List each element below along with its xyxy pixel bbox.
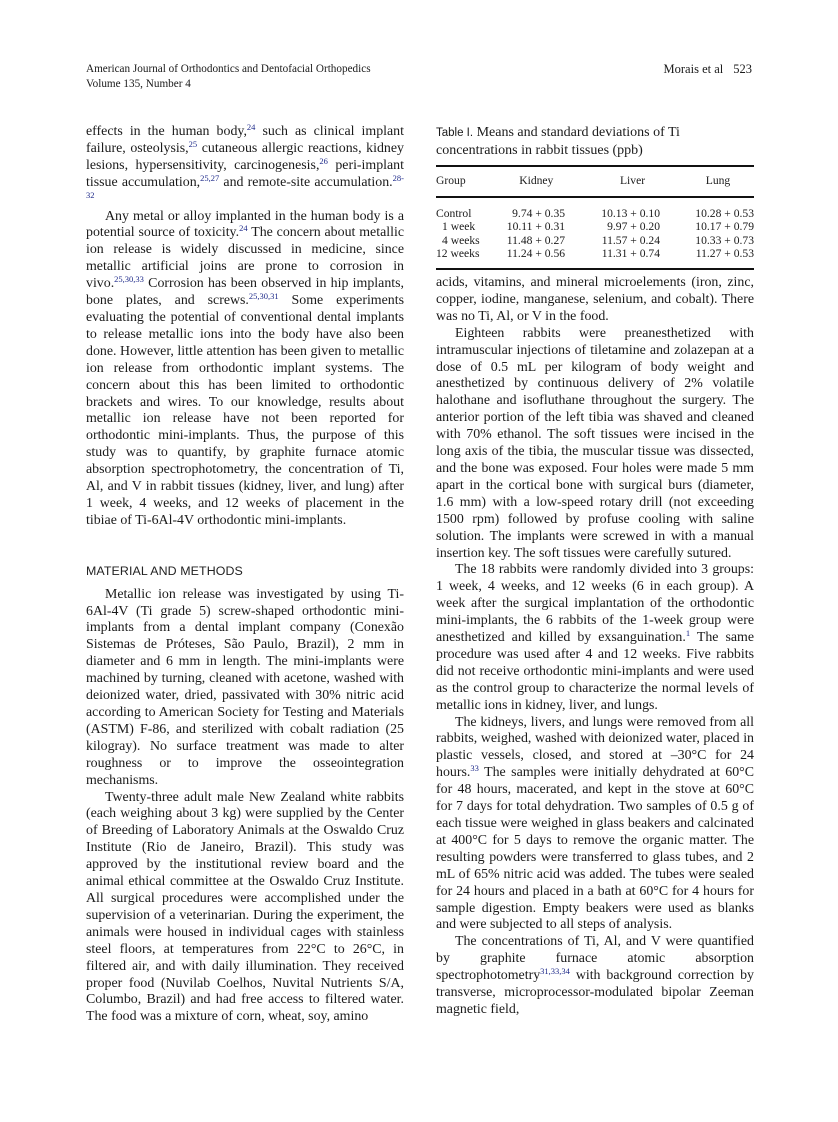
cell-liver: 11.57 + 0.24 [601,233,660,247]
right-column [436,275,754,1019]
table-1 [436,124,754,270]
authors: Morais et al [663,62,724,76]
cell-lung: 10.33 + 0.73 [695,233,754,247]
text: The samples were initially dehydrated at 60°C for 48 hours, macerated, and kept in the stove at 60°C for 7 days for total dehydration. Two samples of 0.5 g of each tissue were weighed in glass beakers and calcinated at 400°C for 5 days to remove the organic matter. The resulting powders were transferred to glass tubes, and 2 mL of 65% nitric acid was added. The tubes were sealed for 24 hours and placed in a bath at 60°C for 4 hours for sample digestion. Empty beakers were used as blanks and were subjected to all steps of analysis. [436,765,754,933]
citation[interactable]: 26 [319,155,328,166]
text: The kidneys, livers, and lungs were removed from all rabbits, weighed, washed with deionized water, placed in plastic vessels, closed, and stored at –30°C for 24 hours. [436,714,754,781]
journal-info [86,62,371,92]
cell-lung: 10.17 + 0.79 [695,220,754,233]
cell-lung: 10.28 + 0.53 [695,206,754,220]
paragraph: Twenty-three adult male New Zealand white rabbits (each weighing about 3 kg) were supplied by the Center of Breeding of Laboratory Animals at the Oswaldo Cruz Institute (Rio de Janeiro, Brazil). This study was approved by the institutional review board and the animal ethical committee at the Oswaldo Cruz Institute. All surgical procedures were accomplished under the supervision of a veterinarian. During the experiment, the animals were housed in individual cages with stainless steel floors, at temperatures from 22°C to 26°C, in filtered air, and with daily illumination. They received proper food (Nuvilab Coelhos, Nuvital Nutrients S/A, Columbo, Brazil) and had free access to filtered water. The food was a mixture of corn, wheat, soy, amino [86,789,404,1025]
data-table [436,165,754,270]
table-header-row [436,166,754,197]
table-row [436,197,754,221]
text: Any metal or alloy implanted in the human body is a potential source of toxicity. [86,208,404,241]
cell-liver: 10.13 + 0.10 [601,206,660,220]
paragraph [86,209,404,530]
citation[interactable]: 24 [239,223,248,234]
text: Some experiments evaluating the potential of conventional dental implants to release metallic ions into the body have also been done. However, little attention has been given to metallic ion release from orthodontic implant systems. The concern about this has been limited to orthodontic brackets and wires. To our knowledge, results about metallic ion release have not been reported for orthodontic mini-implants. Thus, the purpose of this study was to quantify, by graphite furnace atomic absorption spectrophotometry, the concentration of Ti, Al, and V in rabbit tissues (kidney, liver, and lung) after 1 week, 4 weeks, and 12 weeks of placement in the tibiae of Ti-6Al-4V orthodontic mini-implants. [86,293,404,528]
cell-kidney: 10.11 + 0.31 [506,220,566,233]
journal-volume: Volume 135, Number 4 [86,78,191,90]
text: such as clinical implant failure, osteolysis, [86,124,404,156]
paragraph: acids, vitamins, and mineral microelements (iron, zinc, copper, iodine, manganese, selenium, and cobalt). There was no Ti, Al, or V in the food. [436,275,754,324]
table-caption-text: Means and standard deviations of Ti concentrations in rabbit tissues (ppb) [436,125,680,158]
cell-group: 12 weeks [436,247,480,260]
text: and remote-site accumulation. [219,174,393,190]
column-header: Kidney [519,174,554,187]
text: Corrosion has been observed in hip implants, bone plates, and screws. [86,276,404,309]
text: peri-implant tissue accumulation, [86,157,404,190]
table-caption [436,124,754,159]
cell-group: 1 week [442,220,476,233]
cell-kidney: 11.48 + 0.27 [506,233,566,247]
citation[interactable]: 25,30,31 [248,291,279,302]
text: cutaneous allergic reactions, kidney lesions, hypersensitivity, carcinogenesis, [86,140,404,173]
citation[interactable]: 31,33,34 [540,966,570,977]
text: The concentrations of Ti, Al, and V were quantified by graphite furnace atomic absorption spectrophotometry [436,934,754,984]
section-heading: MATERIAL AND METHODS [86,563,243,578]
citation[interactable]: 1 [685,628,691,639]
text: effects in the human body, [86,124,247,139]
citation[interactable]: 33 [470,763,479,774]
cell-group: Control [436,206,472,220]
citation[interactable]: 28-32 [86,172,404,200]
citation[interactable]: 25,30,33 [114,274,144,285]
text: The 18 rabbits were randomly divided into 3 groups: 1 week, 4 weeks, and 12 weeks (6 in each group). A week after the surgical implantation of the orthodontic mini-implants, the 6 rabbits of the 1-week group were anesthetized and killed by exsanguination. [436,562,754,646]
cell-kidney: 9.74 + 0.35 [512,206,566,220]
citation[interactable]: 24 [246,122,256,132]
text: The same procedure was used after 4 and 12 weeks. Five rabbits did not receive orthodontic mini-implants and were used as the control group to characterize the normal levels of metallic ions in kidney, liver, and lungs. [436,630,754,713]
table-row [436,234,754,248]
table-row [436,220,754,234]
paragraph [86,124,404,209]
table-label: Table I. [436,127,474,139]
citation[interactable]: 25 [188,138,198,149]
cell-liver: 11.31 + 0.74 [601,247,660,260]
page-number: 523 [733,62,752,76]
text: The concern about metallic ion release is widely discussed in medicine, since metallic artificial joins are prone to corrosion in vivo. [86,225,404,292]
paragraph [436,715,754,935]
table-row [436,247,754,269]
paragraph: Metallic ion release was investigated by using Ti-6Al-4V (Ti grade 5) screw-shaped orthodontic mini-implants from a dental implant company (Conexão Sistemas de Próteses, São Paulo, Brazil), 2 mm in diameter and 6 mm in length. The mini-implants were machined by turning, cleaned with acetone, washed with deionized water, dried, passivated with 30% nitric acid according to American Society for Testing and Materials (ASTM) F-86, and sterilized with cobalt radiation (25 kilogray). No surface treatment was made to alter roughness or to improve the osseointegration mechanisms. [86,586,404,788]
column-header: Group [436,174,466,187]
column-header: Liver [619,174,646,187]
page-info [664,62,752,77]
column-header: Lung [705,174,731,187]
cell-kidney: 11.24 + 0.56 [506,247,566,260]
cell-lung: 11.27 + 0.53 [695,247,754,260]
paragraph [436,934,754,1019]
paragraph: Eighteen rabbits were preanesthetized with intramuscular injections of tiletamine and zolazepan at a dose of 0.5 mL per kilogram of body weight and anesthetized by continuous delivery of 2% volatile halothane and isofluthane throughout the surgery. The anterior portion of the left tibia was shaved and cleaned with 70% ethanol. The soft tissues were incised in the long axis of the tibia, the muscular tissue was dissected, and the bone was exposed. Four holes were made 5 mm apart in the cortical bone with surgical burs (diameter, 1.6 mm) with a low-speed rotary drill (not exceeding 1500 rpm) followed by profuse cooling with saline solution. The implants were screwed in with a manual insertion key. The soft tissues were carefully sutured. [436,325,754,561]
paragraph [436,562,754,714]
cell-group: 4 weeks [442,233,480,247]
left-column [86,124,404,1026]
cell-liver: 9.97 + 0.20 [607,220,660,233]
citation[interactable]: 25,27 [200,172,220,183]
text: with background correction by transverse, microprocessor-modulated bipolar Zeeman magnetic field, [436,968,754,1017]
journal-title: American Journal of Orthodontics and Dentofacial Orthopedics [86,63,371,75]
